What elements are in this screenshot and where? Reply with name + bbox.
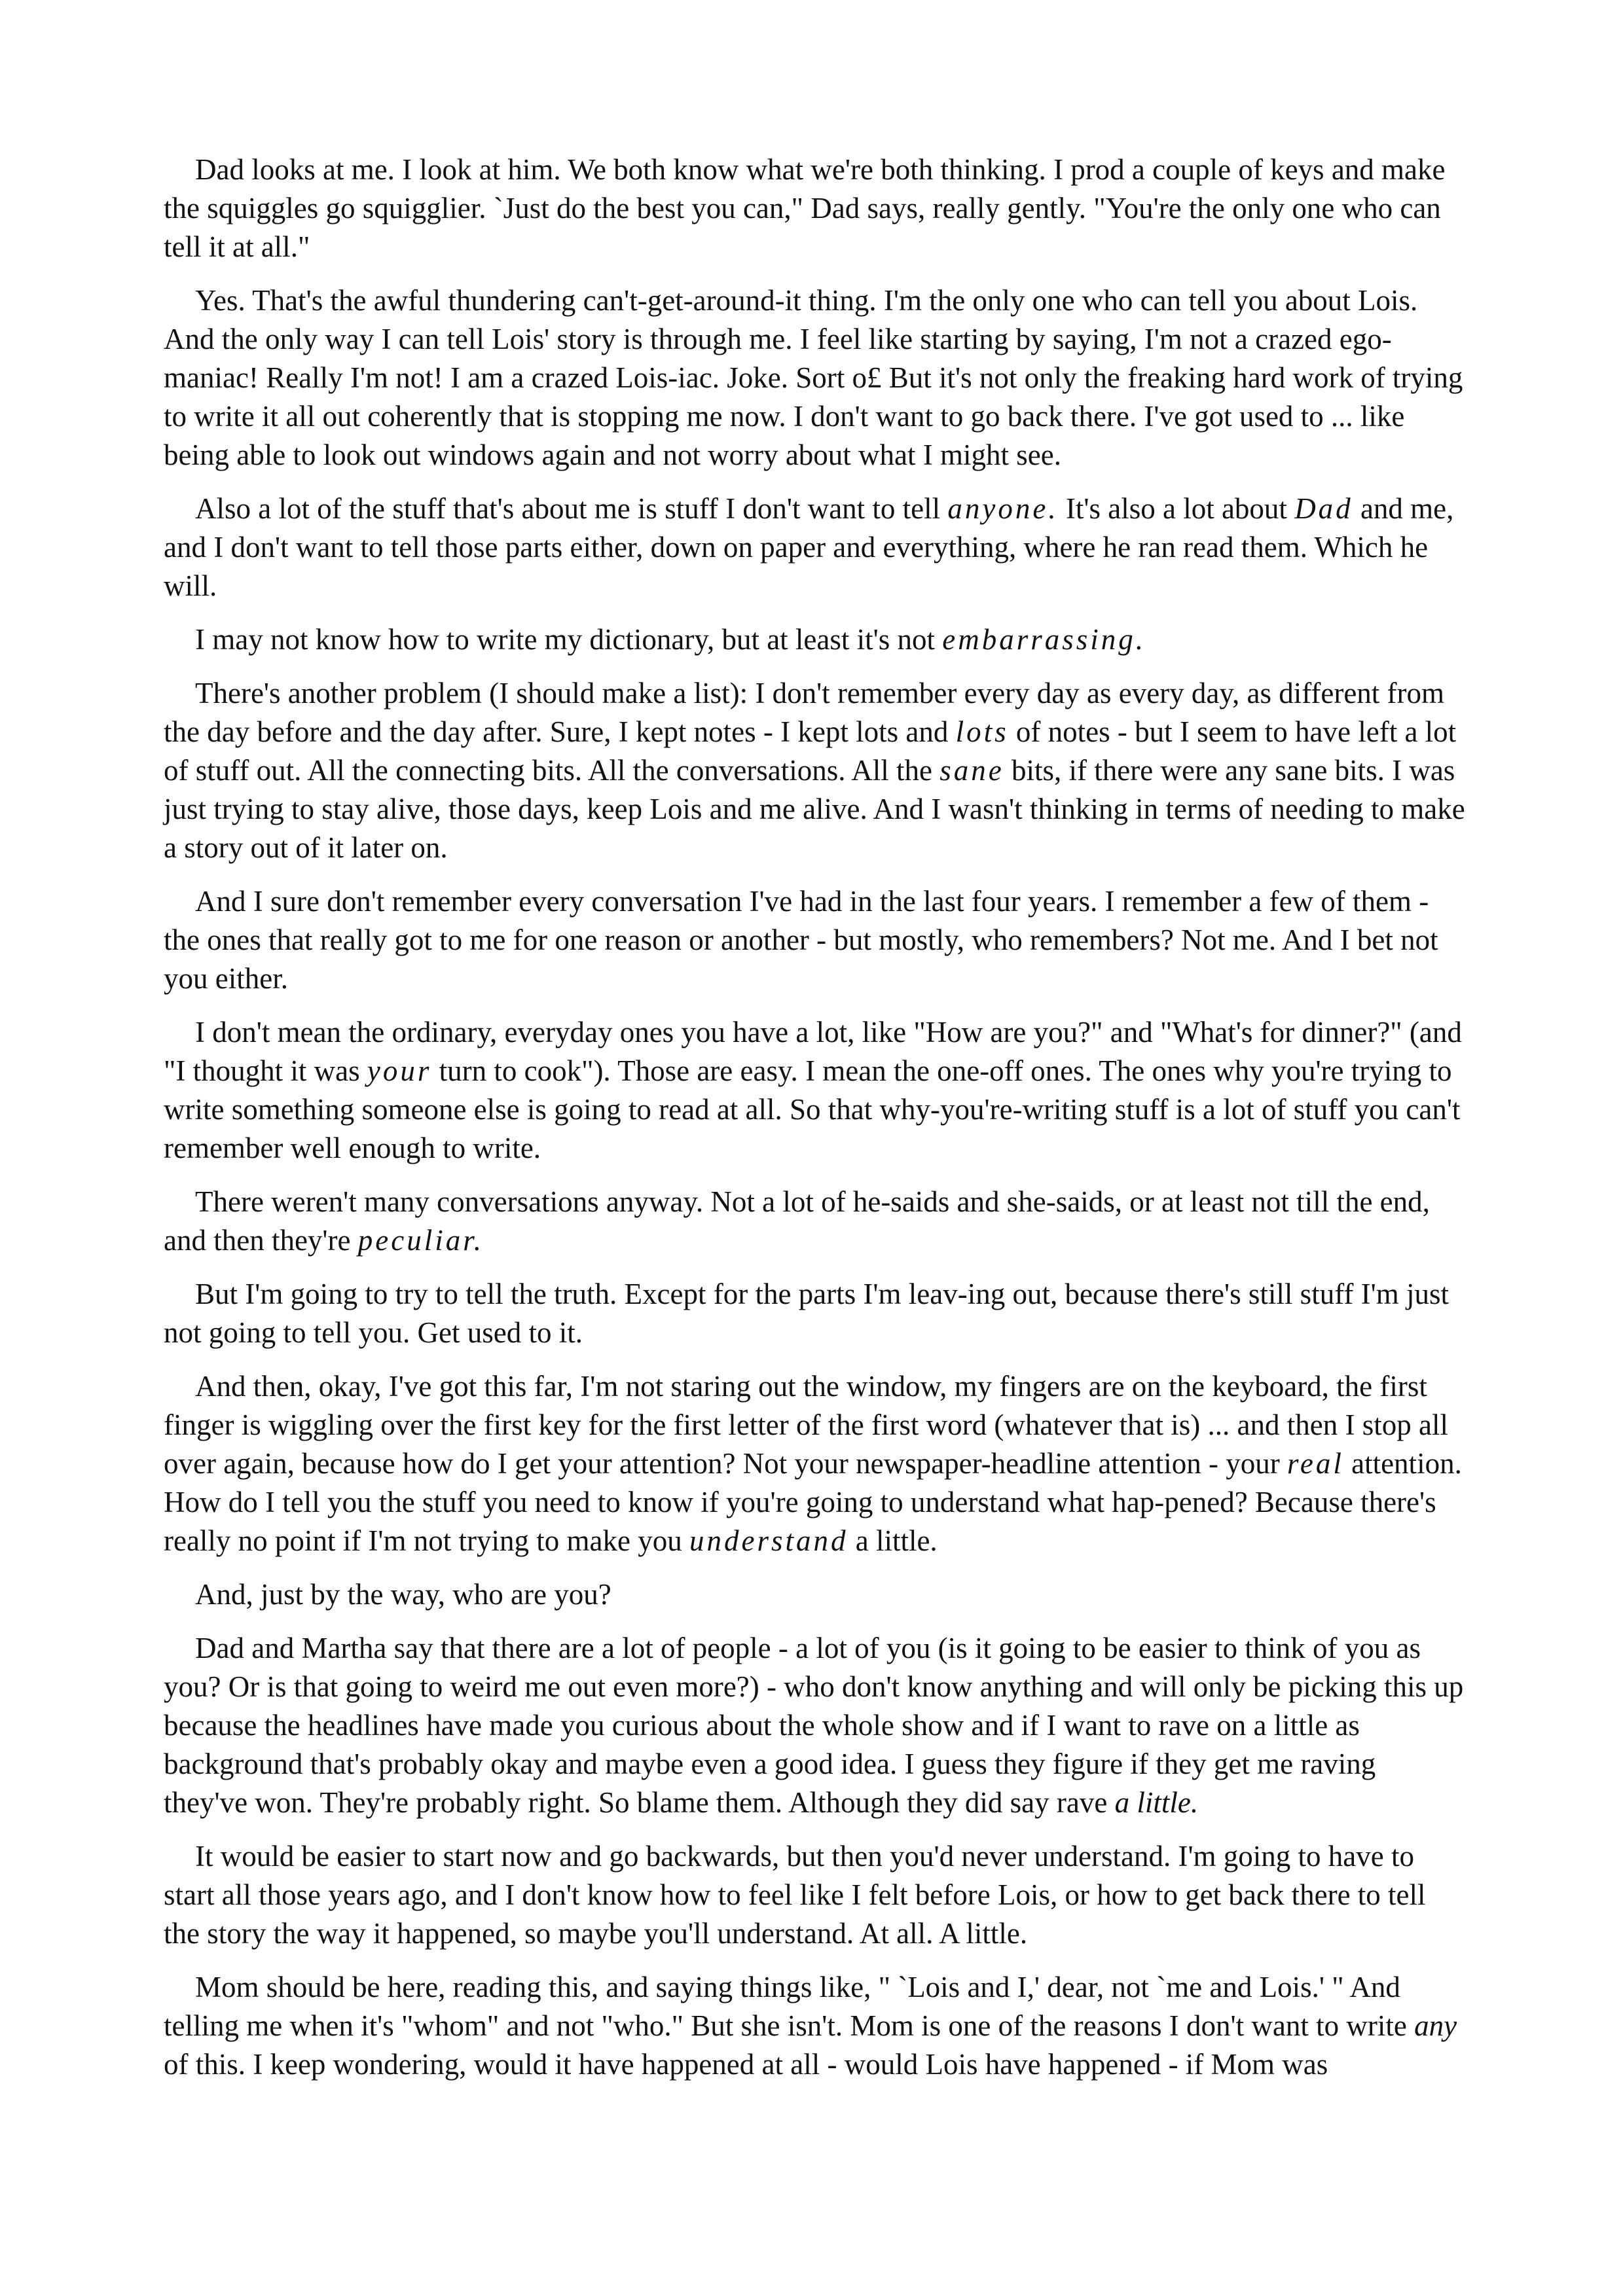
emphasis: a little.: [1114, 1786, 1199, 1819]
emphasis: any: [1414, 2009, 1457, 2042]
paragraph-9: But I'm going to try to tell the truth. Except for the parts I'm leav-ing out, because there's still stuff I'm just not going to tell you. Get used to it.: [164, 1278, 1449, 1349]
paragraph-8: There weren't many conversations anyway. Not a lot of he-saids and she-saids, or at least not till the end, and then they're peculiar.: [164, 1185, 1430, 1257]
paragraph-7: I don't mean the ordinary, everyday ones you have a lot, like "How are you?" and "What's for dinner?" (and "I thought it was your turn to cook"). Those are easy. I mean the one-off ones. The ones why you're trying to write something someone else is going to read at all. So that why-you're-writing stuff is a lot of stuff you can't remember well enough to write.: [164, 1016, 1462, 1164]
paragraph-13: It would be easier to start now and go backwards, but then you'd never understand. I'm going to have to start all those years ago, and I don't know how to feel like I felt before Lois, or how to get back there to tell the story the way it happened, so maybe you'll understand. At all. A little.: [164, 1840, 1426, 1950]
emphasis: your: [367, 1054, 432, 1087]
emphasis: real: [1287, 1447, 1344, 1480]
emphasis: sane: [939, 754, 1004, 787]
paragraph-5: There's another problem (I should make a list): I don't remember every day as every day, as different from the day before and the day after. Sure, I kept notes - I kept lots and lots of notes - but I seem to have left a lot of stuff out. All the connecting bits. All the conversations. All the sane bits, if there were any sane bits. I was just trying to stay alive, those days, keep Lois and me alive. And I wasn't thinking in terms of needing to make a story out of it later on.: [164, 677, 1465, 864]
paragraph-11: And, just by the way, who are you?: [195, 1578, 611, 1611]
paragraph-1: Dad looks at me. I look at him. We both know what we're both thinking. I prod a couple of keys and make the squiggles go squigglier. `Just do the best you can," Dad says, really gently. "You're the only one who can tell it at all.": [164, 153, 1446, 263]
emphasis: understand: [689, 1524, 848, 1557]
emphasis: embarrassing.: [942, 623, 1146, 656]
emphasis: peculiar.: [357, 1224, 484, 1257]
paragraph-4: I may not know how to write my dictionary, but at least it's not embarrassing.: [195, 623, 1146, 656]
body-text: [164, 151, 1467, 2084]
emphasis: lots: [955, 715, 1009, 748]
paragraph-14: Mom should be here, reading this, and saying things like, " `Lois and I,' dear, not `me and Lois.' " And telling me when it's "whom" and not "who." But she isn't. Mom is one of the reasons I don't want to write any of this. I keep wondering, would it have happened at all - would Lois have happened - if Mom was: [164, 1971, 1457, 2081]
emphasis: anyone.: [947, 492, 1059, 525]
emphasis: Dad: [1294, 492, 1353, 525]
paragraph-3: Also a lot of the stuff that's about me is stuff I don't want to tell anyone. It's also a lot about Dad and me, and I don't want to tell those parts either, down on paper and everything, where he ran read them. Which he will.: [164, 492, 1454, 602]
paragraph-2: Yes. That's the awful thundering can't-get-around-it thing. I'm the only one who can tell you about Lois. And the only way I can tell Lois' story is through me. I feel like starting by saying, I'm not a crazed ego-maniac! Really I'm not! I am a crazed Lois-iac. Joke. Sort o£ But it's not only the freaking hard work of trying to write it all out coherently that is stopping me now. I don't want to go back there. I've got used to ... like being able to look out windows again and not worry about what I might see.: [164, 284, 1463, 471]
paragraph-10: And then, okay, I've got this far, I'm not staring out the window, my fingers are on the keyboard, the first finger is wiggling over the first key for the first letter of the first word (whatever that is) ... and then I stop all over again, because how do I get your attention? Not your newspaper-headline attention - your real attention. How do I tell you the stuff you need to know if you're going to understand what hap-pened? Because there's really no point if I'm not trying to make you understand a little.: [164, 1370, 1462, 1557]
paragraph-6: And I sure don't remember every conversation I've had in the last four years. I remember a few of them - the ones that really got to me for one reason or another - but mostly, who remembers? Not me. And I bet not you either.: [164, 885, 1438, 995]
paragraph-12: Dad and Martha say that there are a lot of people - a lot of you (is it going to be easier to think of you as you? Or is that going to weird me out even more?) - who don't know anything and will only be picking this up because the headlines have made you curious about the whole show and if I want to rave on a little as background that's probably okay and maybe even a good idea. I guess they figure if they get me raving they've won. They're probably right. So blame them. Although they did say rave a little.: [164, 1632, 1464, 1819]
